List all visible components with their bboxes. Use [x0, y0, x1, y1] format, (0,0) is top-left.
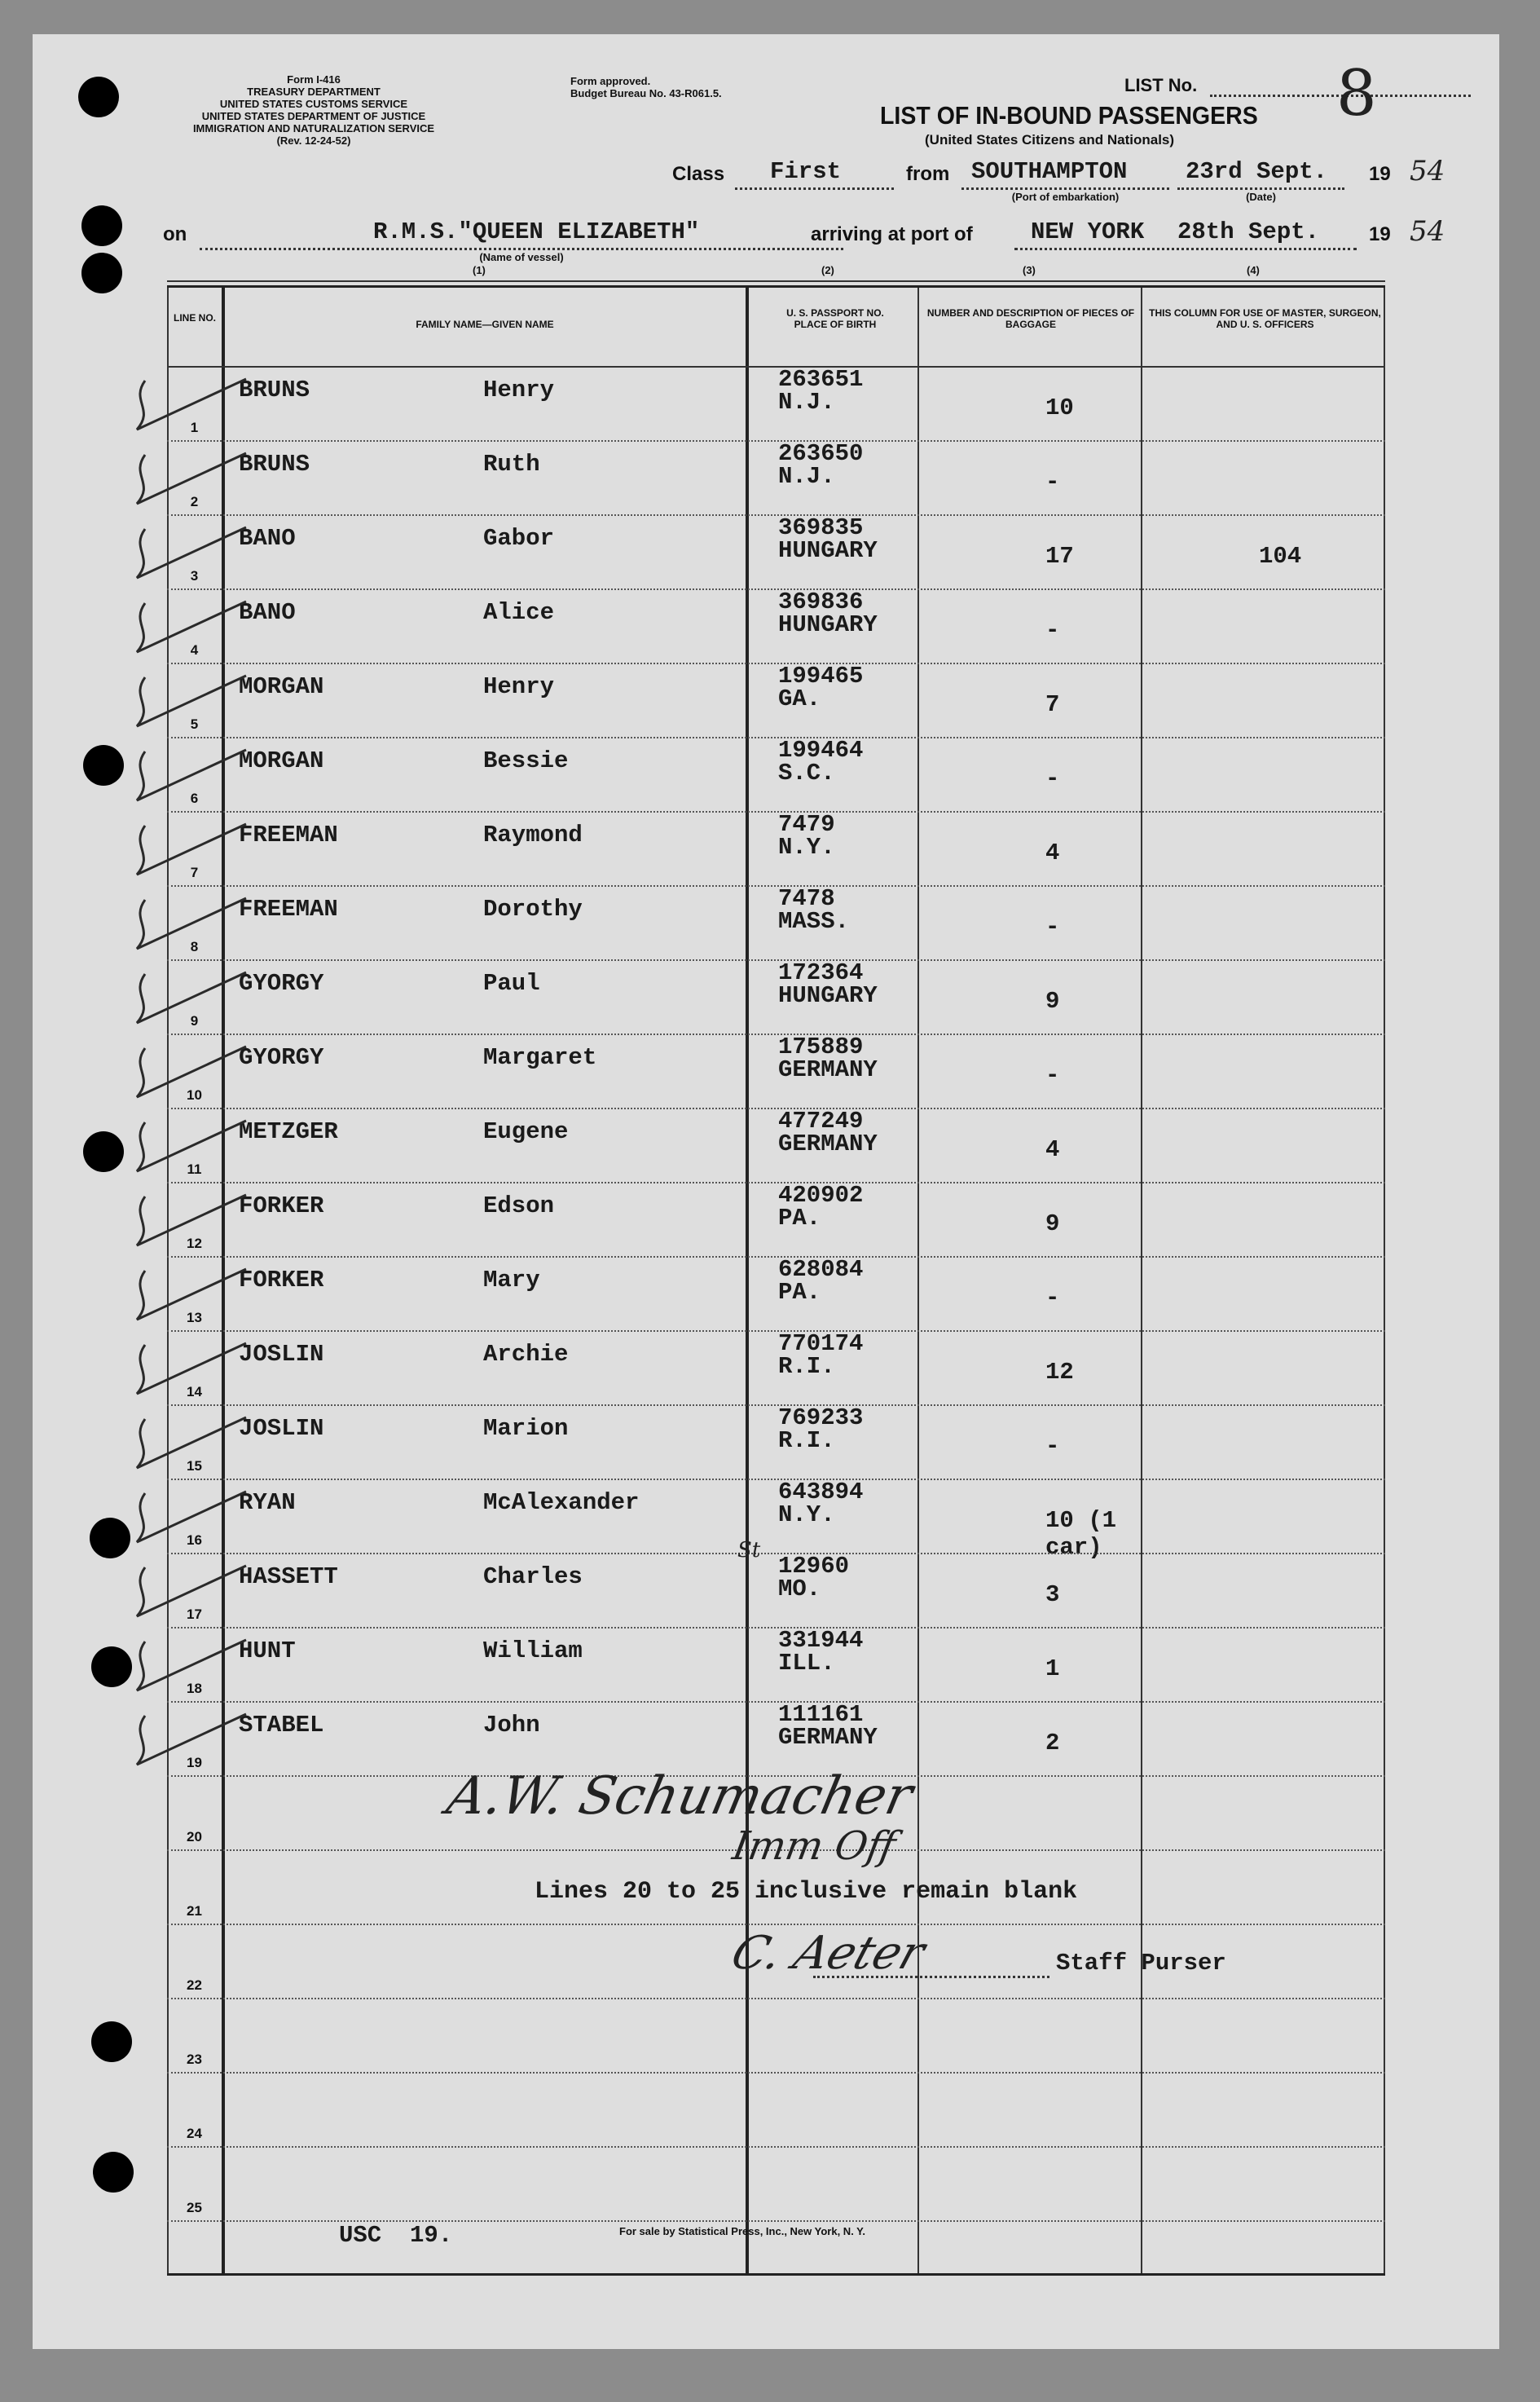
- vessel-caption: (Name of vessel): [479, 251, 564, 263]
- place-of-birth: N.Y.: [778, 834, 835, 861]
- given-name: Ruth: [483, 451, 540, 478]
- header-officers: THIS COLUMN FOR USE OF MASTER, SURGEON, AND U. S. OFFICERS: [1149, 307, 1381, 330]
- given-name: Dorothy: [483, 896, 583, 923]
- blank-lines-note: Lines 20 to 25 inclusive remain blank: [535, 1878, 1078, 1906]
- family-name: JOSLIN: [239, 1415, 324, 1442]
- form-agency-block: Form I-416 TREASURY DEPARTMENT UNITED STATES CUSTOMS SERVICE UNITED STATES DEPARTMENT OF JUSTICE IMMIGRATION AND NATURALIZATION SERVICE (Rev. 12-24-52): [192, 73, 435, 147]
- line-number: 8: [190, 939, 199, 954]
- arrival-port: NEW YORK: [1031, 218, 1145, 245]
- baggage-count: -: [1045, 617, 1060, 644]
- officer-note: 104: [1259, 543, 1302, 570]
- passport-number: 643894: [778, 1479, 864, 1505]
- line-number: 2: [190, 494, 199, 509]
- checkmark: [137, 1195, 246, 1245]
- baggage-count: 12: [1045, 1359, 1074, 1386]
- baggage-count: 2: [1045, 1730, 1060, 1756]
- page-subtitle: (United States Citizens and Nationals): [925, 132, 1175, 148]
- signature-imm-off: Imm Off: [729, 1823, 900, 1869]
- header-line-no: LINE NO.: [173, 312, 216, 324]
- staff-purser-label: Staff Purser: [1056, 1950, 1226, 1977]
- manifest-sheet: [33, 34, 1499, 2349]
- given-name: Archie: [483, 1341, 569, 1368]
- passport-number: 7478: [778, 885, 835, 912]
- line-number: 17: [187, 1606, 202, 1622]
- from-label: from: [906, 163, 950, 185]
- baggage-count: 17: [1045, 543, 1074, 570]
- checkmark: [137, 602, 246, 652]
- place-of-birth: GERMANY: [778, 1056, 878, 1083]
- family-name: MORGAN: [239, 747, 324, 774]
- family-name: FORKER: [239, 1267, 324, 1294]
- line-number: 9: [190, 1013, 199, 1029]
- col-num-2: (2): [821, 264, 834, 276]
- line-number: 21: [187, 1903, 202, 1919]
- page-title: LIST OF IN-BOUND PASSENGERS: [880, 101, 1258, 130]
- place-of-birth: N.J.: [778, 389, 835, 416]
- passport-number: 477249: [778, 1108, 864, 1135]
- family-name: FREEMAN: [239, 822, 338, 848]
- arrival-date: 28th Sept.: [1177, 218, 1320, 245]
- place-of-birth: MO.: [778, 1576, 821, 1602]
- baggage-count: 4: [1045, 840, 1060, 866]
- place-of-birth: N.J.: [778, 463, 835, 490]
- family-name: BANO: [239, 525, 296, 552]
- checkmark: [137, 1047, 246, 1097]
- passport-number: 263651: [778, 366, 864, 393]
- line-number: 20: [187, 1829, 202, 1844]
- baggage-count: 9: [1045, 1210, 1060, 1237]
- footer-usc: USC 19.: [339, 2222, 453, 2249]
- given-name: Bessie: [483, 747, 569, 774]
- year-suffix: 54: [1410, 155, 1445, 187]
- passport-number: 369836: [778, 588, 864, 615]
- baggage-count: -: [1045, 765, 1060, 792]
- arrival-year-suffix: 54: [1410, 215, 1445, 248]
- list-number-label: LIST No.: [1124, 75, 1198, 95]
- embarkation-caption: (Port of embarkation): [1011, 191, 1120, 203]
- baggage-count: -: [1045, 1062, 1060, 1089]
- line-number: 16: [187, 1532, 202, 1548]
- checkmark: [137, 1343, 246, 1394]
- place-of-birth: N.Y.: [778, 1501, 835, 1528]
- line-number: 22: [187, 1977, 202, 1993]
- passport-number: 263650: [778, 440, 864, 467]
- passport-number: 770174: [778, 1330, 864, 1357]
- header-baggage: NUMBER AND DESCRIPTION OF PIECES OF BAGGAGE: [926, 307, 1135, 330]
- line-number: 10: [187, 1087, 202, 1103]
- place-of-birth: PA.: [778, 1279, 821, 1306]
- col-num-4: (4): [1247, 264, 1260, 276]
- place-of-birth: R.I.: [778, 1427, 835, 1454]
- baggage-count: -: [1045, 914, 1060, 941]
- checkmark: [137, 898, 246, 949]
- form-approval-note: Form approved. Budget Bureau No. 43-R061.5.: [570, 75, 722, 99]
- given-name: Mary: [483, 1267, 540, 1294]
- list-number-value: 8: [1336, 57, 1377, 130]
- checkmark: [137, 527, 246, 578]
- baggage-count: 7: [1045, 691, 1060, 718]
- family-name: BANO: [239, 599, 296, 626]
- passport-number: 628084: [778, 1256, 864, 1283]
- family-name: GYORGY: [239, 1044, 324, 1071]
- checkmark: [137, 750, 246, 800]
- given-name: John: [483, 1712, 540, 1739]
- checkmark: [137, 1640, 246, 1690]
- line-number: 18: [187, 1681, 202, 1696]
- baggage-count: -: [1045, 1285, 1060, 1311]
- given-name: Raymond: [483, 822, 583, 848]
- header-name: FAMILY NAME—GIVEN NAME: [416, 319, 554, 330]
- arriving-label: arriving at port of: [811, 223, 973, 245]
- line-number: 3: [190, 568, 199, 584]
- family-name: JOSLIN: [239, 1341, 324, 1368]
- baggage-count: -: [1045, 1433, 1060, 1460]
- place-of-birth: GA.: [778, 685, 821, 712]
- baggage-count: 10 (1 car): [1045, 1507, 1117, 1561]
- checkmark: [137, 379, 246, 430]
- checkmark: [137, 1417, 246, 1468]
- class-value: First: [770, 158, 842, 185]
- given-name: Paul: [483, 970, 540, 997]
- passport-note: St: [737, 1538, 761, 1562]
- given-name: Henry: [483, 673, 555, 700]
- checkmark: [137, 1714, 246, 1765]
- line-number: 15: [187, 1458, 202, 1474]
- checkmark: [137, 972, 246, 1023]
- baggage-count: 3: [1045, 1581, 1060, 1608]
- checkmark: [137, 1566, 246, 1616]
- passport-number: 769233: [778, 1404, 864, 1431]
- place-of-birth: PA.: [778, 1205, 821, 1232]
- checkmark: [137, 1121, 246, 1171]
- baggage-count: 1: [1045, 1655, 1060, 1682]
- col-num-3: (3): [1023, 264, 1036, 276]
- family-name: MORGAN: [239, 673, 324, 700]
- given-name: McAlexander: [483, 1489, 640, 1516]
- place-of-birth: HUNGARY: [778, 537, 878, 564]
- line-number: 4: [190, 642, 199, 658]
- family-name: BRUNS: [239, 377, 310, 403]
- passport-number: 420902: [778, 1182, 864, 1209]
- line-number: 7: [190, 865, 199, 880]
- passport-number: 331944: [778, 1627, 864, 1654]
- line-number: 6: [190, 791, 199, 806]
- place-of-birth: S.C.: [778, 760, 835, 787]
- year-prefix: 19: [1369, 163, 1391, 185]
- baggage-count: 10: [1045, 394, 1074, 421]
- passport-number: 199464: [778, 737, 864, 764]
- family-name: BRUNS: [239, 451, 310, 478]
- passport-number: 12960: [778, 1553, 850, 1580]
- family-name: FORKER: [239, 1192, 324, 1219]
- line-number: 12: [187, 1236, 202, 1251]
- on-label: on: [163, 223, 187, 245]
- line-number: 13: [187, 1310, 202, 1325]
- departure-date: 23rd Sept.: [1186, 158, 1328, 185]
- passport-number: 7479: [778, 811, 835, 838]
- footer-printer: For sale by Statistical Press, Inc., New York, N. Y.: [619, 2225, 866, 2237]
- arrival-year-prefix: 19: [1369, 223, 1391, 245]
- line-number: 5: [190, 716, 199, 732]
- line-number: 19: [187, 1755, 202, 1770]
- given-name: William: [483, 1637, 583, 1664]
- checkmark: [137, 824, 246, 875]
- place-of-birth: R.I.: [778, 1353, 835, 1380]
- place-of-birth: HUNGARY: [778, 611, 878, 638]
- given-name: Marion: [483, 1415, 569, 1442]
- given-name: Gabor: [483, 525, 555, 552]
- given-name: Eugene: [483, 1118, 569, 1145]
- checkmark: [137, 1492, 246, 1542]
- date-caption: (Date): [1246, 191, 1276, 203]
- header-passport: U. S. PASSPORT NO. PLACE OF BIRTH: [786, 307, 884, 330]
- baggage-count: 4: [1045, 1136, 1060, 1163]
- baggage-count: -: [1045, 469, 1060, 496]
- signature-purser: C. Aeter: [724, 1927, 932, 1980]
- checkmark: [137, 1269, 246, 1320]
- checkmark: [137, 676, 246, 726]
- line-number: 14: [187, 1384, 202, 1399]
- class-label: Class: [672, 163, 725, 185]
- given-name: Charles: [483, 1563, 583, 1590]
- line-number: 11: [187, 1161, 202, 1177]
- place-of-birth: MASS.: [778, 908, 850, 935]
- family-name: STABEL: [239, 1712, 324, 1739]
- passport-number: 172364: [778, 959, 864, 986]
- line-number: 23: [187, 2052, 202, 2067]
- baggage-count: 9: [1045, 988, 1060, 1015]
- passport-number: 175889: [778, 1034, 864, 1060]
- family-name: HASSETT: [239, 1563, 338, 1590]
- passport-number: 369835: [778, 514, 864, 541]
- family-name: HUNT: [239, 1637, 296, 1664]
- place-of-birth: ILL.: [778, 1650, 835, 1677]
- given-name: Henry: [483, 377, 555, 403]
- family-name: METZGER: [239, 1118, 338, 1145]
- vessel-name: R.M.S."QUEEN ELIZABETH": [373, 218, 700, 245]
- checkmarks-overlay: [33, 34, 1499, 2349]
- line-number: 25: [187, 2200, 202, 2215]
- family-name: GYORGY: [239, 970, 324, 997]
- given-name: Margaret: [483, 1044, 597, 1071]
- passport-number: 199465: [778, 663, 864, 690]
- signature-immigration: A.W. Schumacher: [442, 1766, 918, 1827]
- line-number: 1: [190, 420, 199, 435]
- place-of-birth: GERMANY: [778, 1130, 878, 1157]
- line-number: 24: [187, 2126, 202, 2141]
- checkmark: [137, 453, 246, 504]
- embarkation-port: SOUTHAMPTON: [971, 158, 1128, 185]
- place-of-birth: GERMANY: [778, 1724, 878, 1751]
- place-of-birth: HUNGARY: [778, 982, 878, 1009]
- given-name: Alice: [483, 599, 555, 626]
- family-name: RYAN: [239, 1489, 296, 1516]
- given-name: Edson: [483, 1192, 555, 1219]
- family-name: FREEMAN: [239, 896, 338, 923]
- col-num-1: (1): [473, 264, 486, 276]
- passport-number: 111161: [778, 1701, 864, 1728]
